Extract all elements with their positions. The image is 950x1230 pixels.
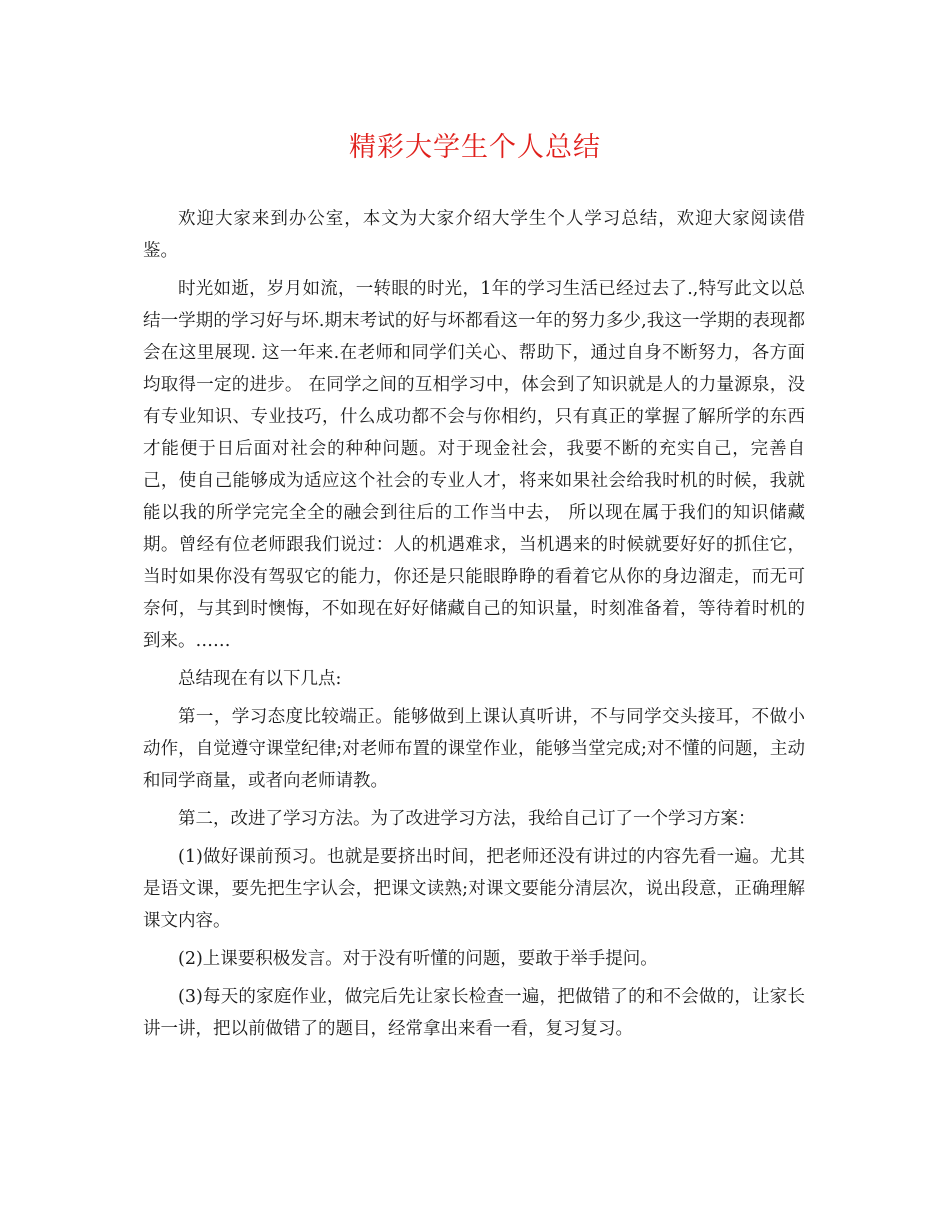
paragraph-point-one: 第一，学习态度比较端正。能够做到上课认真听讲，不与同学交头接耳，不做小动作，自觉遵守课堂纪律;对老师布置的课堂作业，能够当堂完成;对不懂的问题，主动和同学商量，或者向老师请教。 xyxy=(143,707,805,791)
paragraph-reflection: 时光如逝，岁月如流，一转眼的时光，1年的学习生活已经过去了.,特写此文以总结一学期的学习好与坏.期末考试的好与坏都看这一年的努力多少,我这一学期的表现都会在这里展现. 这一年来.在老师和同学们关心、帮助下，通过自身不断努力，各方面均取得一定的进步。 在同学之间的互相学习中，体会到了知识就是人的力量源泉，没有专业知识、专业技巧，什么成功都不会与你相约，只有真正的掌握了解所学的东西才能便于日后面对社会的种种问题。对于现金社会，我要不断的充实自己，完善自己，使自己能够成为适应这个社会的专业人才，将来如果社会给我时机的时候，我就能以我的所学完完全全的融会到往后的工作当中去， 所以现在属于我们的知识储藏期。曾经有位老师跟我们说过：人的机遇难求，当机遇来的时候就要好好的抓住它，当时如果你没有驾驭它的能力，你还是只能眼睁睁的看着它从你的身边溜走，而无可奈何，与其到时懊悔，不如现在好好储藏自己的知识量，时刻准备着，等待着时机的到来。…… xyxy=(143,279,805,651)
paragraph-plan-2: (2)上课要积极发言。对于没有听懂的问题，要敢于举手提问。 xyxy=(178,949,658,969)
document-body xyxy=(143,203,805,1051)
paragraph-plan-3: (3)每天的家庭作业，做完后先让家长检查一遍，把做错了的和不会做的，让家长讲一讲，把以前做错了的题目，经常拿出来看一看，复习复习。 xyxy=(143,987,805,1039)
paragraph-point-two: 第二，改进了学习方法。为了改进学习方法，我给自己订了一个学习方案： xyxy=(178,809,756,829)
paragraph-plan-1: (1)做好课前预习。也就是要挤出时间，把老师还没有讲过的内容先看一遍。尤其是语文课，要先把生字认会，把课文读熟;对课文要能分清层次，说出段意，正确理解课文内容。 xyxy=(143,847,805,931)
document-title: 精彩大学生个人总结 xyxy=(349,132,601,163)
paragraph-summary-heading: 总结现在有以下几点: xyxy=(178,669,342,689)
paragraph-intro: 欢迎大家来到办公室，本文为大家介绍大学生个人学习总结，欢迎大家阅读借鉴。 xyxy=(143,209,805,261)
